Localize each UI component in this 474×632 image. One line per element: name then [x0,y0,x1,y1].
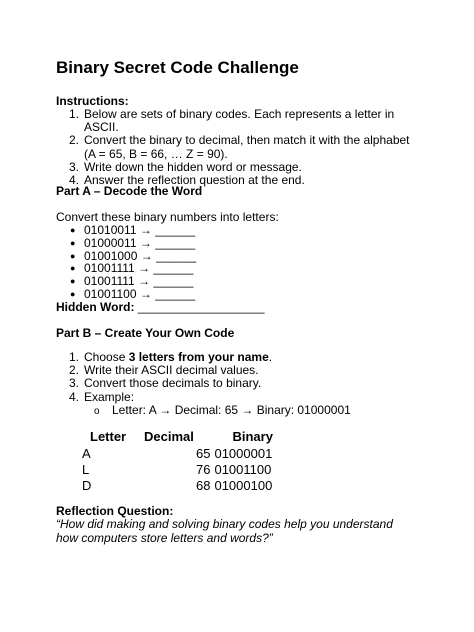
step-item: 1. Choose 3 letters from your name. [69,350,273,364]
reflection-question: “How did making and solving binary codes help you understand how computers store letters and words?” [56,517,393,545]
list-item: ● 01001100 → ______ [70,286,196,301]
answer-blank: ______ [153,274,194,289]
example-table [82,428,312,493]
answer-blank: ______ [156,248,197,263]
list-item: ● 01001111 → ______ [70,261,194,276]
answer-blank: ______ [155,286,196,301]
list-item: ● 01000011 → ______ [70,235,196,250]
instructions-list [56,108,416,187]
instructions-heading: Instructions: [56,94,129,108]
example-line: o Letter: A → Decimal: 65 → Binary: 01000001 [94,403,351,417]
table-row: L 76 01001100 [82,461,272,477]
instruction-item: 2. Convert the binary to decimal, then match it with the alphabet (A = 65, B = 66, … Z = 90). [69,133,410,161]
list-item: ● 01010011 → ______ [70,223,196,237]
answer-blank: ______ [155,223,196,237]
instruction-item: 1. Below are sets of binary codes. Each represents a letter in ASCII. [69,107,395,135]
header-decimal: Decimal [144,429,194,444]
part-b-heading: Part B – Create Your Own Code [56,326,235,340]
circle-bullet-icon: o [94,406,100,417]
step-item: 4. Example: [69,389,135,404]
instruction-item: 4. Answer the reflection question at the end. [69,173,305,188]
step-item: 3. Convert those decimals to binary. [69,376,262,391]
hidden-word-line [56,300,265,314]
answer-blank: ______ [153,261,194,276]
header-letter: Letter [90,429,127,444]
binary-code-list [56,224,196,301]
hidden-word-label: Hidden Word: [56,300,135,314]
reflection-heading: Reflection Question: [56,504,174,518]
answer-blank: ______ [155,235,196,250]
list-item: ● 01001000 → ______ [70,248,197,263]
header-binary: Binary [232,429,273,444]
table-header-row [82,428,312,445]
part-b-steps [56,351,436,404]
page-title: Binary Secret Code Challenge [56,58,299,77]
table-row: A 65 01000001 [82,445,273,461]
step-item: 2. Write their ASCII decimal values. [69,363,259,378]
instruction-item: 3. Write down the hidden word or message. [69,159,302,174]
table-row: D 68 01000100 [82,477,273,493]
part-a-intro: Convert these binary numbers into letters: [56,210,279,224]
list-item: ● 01001111 → ______ [70,274,194,289]
hidden-word-blank: ___________________ [137,300,265,314]
part-a-heading: Part A – Decode the Word [56,184,203,198]
